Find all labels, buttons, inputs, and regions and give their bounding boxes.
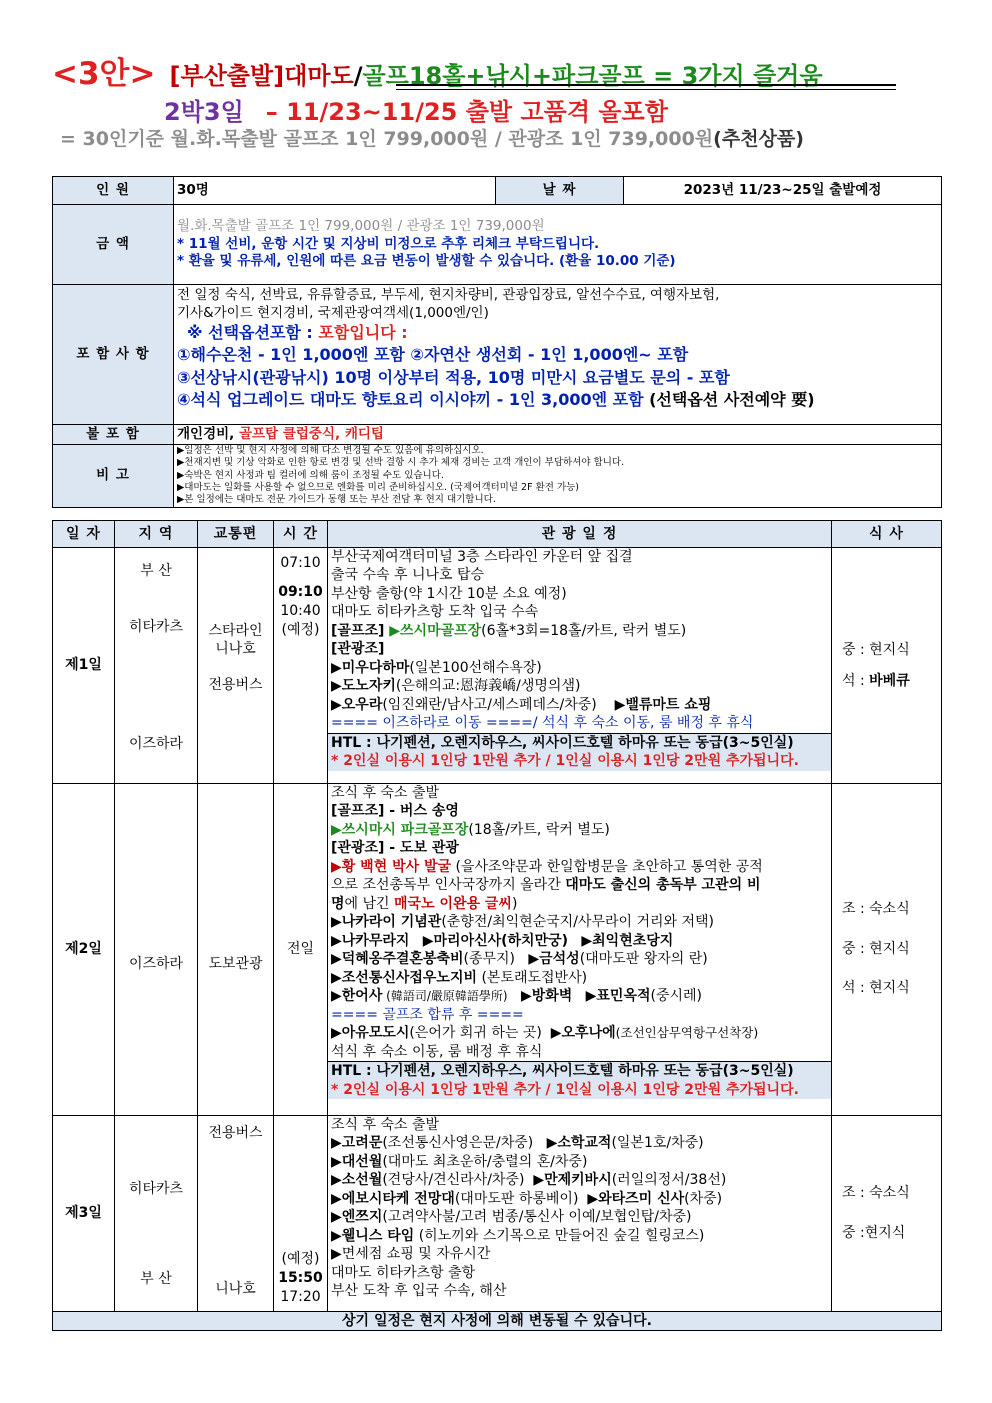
- day3-meals: [832, 1116, 942, 1312]
- day1-region-hitakatsu: 히타카츠: [128, 618, 184, 635]
- day3-spot-4b: ▶와타즈미 신사: [587, 1190, 685, 1207]
- price-summary: [60, 124, 804, 151]
- day2-hwang-desc-2a: 으로 조선총독부 인사국장까지 올라간: [331, 877, 566, 894]
- day3-spot-4: [331, 1190, 828, 1208]
- day2-hwang-desc-2b: 대마도 출신의 총독부 고관의 비: [565, 877, 761, 894]
- day2-time: 전일: [274, 784, 328, 1116]
- incl-line-2: 기사&가이드 현지경비, 국제관광여객세(1,000엔/인): [177, 304, 489, 321]
- day3-spot-5: [331, 1208, 828, 1226]
- day2-hwang-3: [331, 895, 828, 913]
- day3-meal-lunch: 중 :현지식: [842, 1224, 906, 1241]
- day2-hwang-desc-1: (을사조약문과 한일합병문을 초안하고 통역한 공적: [451, 858, 763, 875]
- opt-line-3-text: ④석식 업그레이드 대마도 향토요리 이시야끼 - 1인 3,000엔 포함: [177, 390, 650, 410]
- day1-line-4: 대마도 히타카츠항 도착 입국 수속: [331, 604, 539, 621]
- day2-spot-6b: ▶오후나에: [550, 1025, 616, 1042]
- day2-spot-5b: ▶방화벽: [520, 988, 573, 1005]
- date-label: 날 짜: [496, 177, 624, 205]
- day1-spot-3-desc: (임진왜란/남사고/세스페데스/차중): [382, 696, 597, 713]
- schedule-table: [52, 520, 942, 1331]
- day1-spot-3-name: ▶오우라: [331, 696, 383, 713]
- day2-hwang-desc-3c: 매국노 이완용 글씨: [394, 895, 512, 912]
- day3-spot-4b-desc: (차중): [684, 1190, 723, 1207]
- day2-spot-6-name: ▶아유모도시: [331, 1025, 410, 1042]
- day3-time-3: 17:20: [280, 1289, 321, 1306]
- day2-spot-2: [331, 932, 828, 950]
- day3-spot-1-name: ▶고려문: [331, 1135, 383, 1152]
- people-value: 30명: [174, 177, 496, 205]
- day2-meal-breakfast: 조 : 숙소식: [842, 900, 910, 917]
- info-table: [52, 176, 942, 508]
- day2-hotel: HTL : 나기펜션, 오렌지하우스, 씨사이드호텔 하마유 또는 동급(3~5인실): [328, 1061, 831, 1080]
- day2-spot-6: [331, 1024, 828, 1042]
- destination: 대마도: [284, 62, 354, 90]
- day2-golf-detail: (18홀/카트, 락커 별도): [468, 821, 610, 838]
- day1-time-2: 09:10: [278, 583, 323, 600]
- day3-spot-6-name: ▶웰니스 타임: [331, 1227, 415, 1244]
- opt-line-3: [177, 389, 938, 411]
- day1-meal-dinner: [842, 666, 938, 697]
- day2-spot-3b: ▶금석성: [528, 951, 580, 968]
- day2-line-end: 석식 후 숙소 이동, 룸 배정 후 휴식: [331, 1043, 543, 1060]
- note-cell: [174, 445, 942, 508]
- price-line-3: * 환율 및 유류세, 인원에 따른 요금 변동이 발생할 수 있습니다. (환율 10.00 기준): [177, 253, 676, 270]
- day2-spot-6b-desc: (조선인삼무역항구선착장): [615, 1025, 759, 1041]
- schedule-footer: 상기 일정은 현지 사정에 의해 변동될 수 있습니다.: [53, 1312, 942, 1331]
- col-region: 지 역: [115, 521, 198, 548]
- day2-label: 제2일: [53, 784, 115, 1116]
- price-line: = 30인기준 월.화.목출발 골프조 1인 799,000원 / 관광조 1인 739,000원: [60, 128, 714, 150]
- day3-spot-2-name: ▶대선월: [331, 1153, 383, 1170]
- opt-title-text: ※ 선택옵션포함 :: [187, 323, 319, 343]
- duration: 2박3일: [164, 98, 244, 126]
- day2-spot-3b-desc: (대마도판 왕자의 란): [579, 951, 708, 968]
- day2-spot-3-name: ▶덕혜옹주결혼봉축비: [331, 951, 464, 968]
- day3-region-hitakatsu: 히타카츠: [128, 1181, 184, 1197]
- day3-label: 제3일: [53, 1116, 115, 1312]
- day2-spot-2b: ▶마리아신사(하치만궁): [422, 932, 569, 949]
- day2-itinerary: [328, 784, 832, 1116]
- col-transport: 교통편: [198, 521, 274, 548]
- excl-cell: [174, 425, 942, 445]
- title-activities: 골프18홀+낚시+파크골프 = 3가지 즐거움: [362, 62, 823, 90]
- day1-spot-2-name: ▶도노자키: [331, 678, 396, 695]
- people-label: 인 원: [53, 177, 174, 205]
- day1-spot-2: [331, 677, 828, 695]
- incl-label: 포 함 사 항: [53, 285, 174, 425]
- day2-hwang-title: ▶황 백현 박사 발굴: [331, 858, 452, 875]
- day2-tour-tag: [관광조] - 도보 관광: [331, 840, 459, 857]
- day2-spot-3: [331, 950, 828, 968]
- day3-spot-3-desc: (견당사/견신라사/차중): [382, 1172, 525, 1189]
- day3-spot-5-desc: (고려약사불/고려 범종/통신사 이예/보협인탑/차중): [382, 1209, 692, 1226]
- day3-time-1: (예정): [281, 1251, 320, 1268]
- day3-spot-1: [331, 1134, 828, 1152]
- day2-merge: ==== 골프조 합류 후 ====: [331, 1006, 524, 1023]
- day1-transport-2: 니나호: [215, 641, 256, 658]
- day1-golf-tag: [골프조]: [331, 622, 390, 639]
- depart-city: [부산출발]: [169, 62, 285, 90]
- day3-spot-2-desc: (대마도 최초운하/충렬의 혼/차중): [382, 1153, 588, 1170]
- day1-transport-1: 스타라인: [208, 623, 263, 639]
- day2-spot-5: [331, 987, 828, 1005]
- day3-spot-4-desc: (대마도판 하롱베이): [454, 1190, 579, 1207]
- day2-golf-tag: [골프조] - 버스 송영: [331, 803, 459, 820]
- day3-line-arrive: 부산 도착 후 입국 수속, 해산: [331, 1283, 507, 1300]
- subtitle-line: [164, 92, 668, 127]
- day2-spot-4: [331, 969, 828, 987]
- day2-spot-2c: ▶최익현초당지: [581, 932, 674, 949]
- day1-regions: [115, 548, 198, 784]
- day2-meal-dinner: 석 : 현지식: [842, 980, 910, 997]
- day1-golf: [331, 622, 828, 640]
- title-slash: /: [353, 62, 363, 90]
- day1-region-izuhara: 이즈하라: [128, 736, 184, 753]
- day1-meals: [832, 548, 942, 784]
- day2-region: 이즈하라: [115, 784, 198, 1116]
- day1-hotel: HTL : 나기펜션, 오렌지하우스, 씨사이드호텔 하마유 또는 동급(3~5인실): [328, 733, 831, 752]
- price-label: 금 액: [53, 205, 174, 285]
- day1-golf-place: ▶쓰시마골프장: [389, 622, 482, 639]
- day2-spot-5-desc: (韓語司/嚴原韓語學所): [382, 989, 508, 1004]
- day3-transport-1: 전용버스: [208, 1125, 263, 1141]
- col-meal: 식 사: [832, 521, 942, 548]
- excl-b: 골프탑 클럽중식, 캐디팁: [239, 425, 384, 442]
- day1-transport-3: 전용버스: [208, 677, 263, 694]
- recommend-tag: (추천상품): [713, 128, 804, 150]
- day3-transport: [198, 1116, 274, 1312]
- excl-label: 불 포 함: [53, 425, 174, 445]
- day1-time-1: 07:10: [280, 555, 321, 571]
- day1-move: ==== 이즈하라로 이동 ====/ 석식 후 숙소 이동, 룸 배정 후 휴식: [331, 715, 754, 732]
- day3-regions: [115, 1116, 198, 1312]
- day3-spot-2: [331, 1153, 828, 1171]
- day1-spot-1-name: ▶미우다하마: [331, 659, 410, 676]
- day1-time-4: (예정): [281, 621, 320, 638]
- note-2: ▶천재지변 및 기상 악화로 인한 항로 변경 및 선박 결항 시 추가 체재 경비는 고객 개인이 부담하셔야 합니다.: [177, 457, 625, 469]
- date-value: 2023년 11/23~25일 출발예정: [624, 177, 942, 205]
- day3-spot-5-name: ▶엔쯔지: [331, 1209, 383, 1226]
- day2-golf: [331, 821, 828, 839]
- departure-dates: – 11/23~11/25 출발 고품격 올포함: [265, 98, 668, 126]
- day3-times: [274, 1116, 328, 1312]
- excl-a: 개인경비,: [177, 425, 239, 442]
- day1-spot-3: [331, 696, 828, 714]
- day1-line-2: 출국 수속 후 니나호 탑승: [331, 567, 485, 584]
- incl-cell: [174, 285, 942, 425]
- note-3: ▶숙박은 현지 사정과 팀 컬러에 의해 룸이 조정될 수도 있습니다.: [177, 469, 444, 481]
- day1-label: 제1일: [53, 548, 115, 784]
- day2-hwang-desc-3a: 명: [331, 895, 345, 912]
- day1-golf-detail: (6홀*3회=18홀/카트, 락커 별도): [481, 622, 687, 639]
- day3-spot-3b-desc: (러일의정서/38선): [611, 1172, 727, 1189]
- price-cell: [174, 205, 942, 285]
- opt-title-red: 포함입니다 :: [318, 323, 408, 343]
- note-label: 비 고: [53, 445, 174, 508]
- day3-spot-3b: ▶만제키바시: [533, 1172, 612, 1189]
- day1-times: [274, 548, 328, 784]
- col-time: 시 간: [274, 521, 328, 548]
- day3-transport-2: 니나호: [215, 1281, 256, 1298]
- day2-meal-lunch: 중 : 현지식: [842, 940, 910, 957]
- day1-meal-lunch: 중 : 현지식: [842, 641, 910, 658]
- col-itinerary: 관 광 일 정: [328, 521, 832, 548]
- day1-hotel-note: * 2인실 이용시 1인당 1만원 추가 / 1인실 이용시 1인당 2만원 추가됩니다.: [328, 752, 831, 770]
- note-4: ▶대마도는 일화를 사용할 수 없으므로 엔화를 미리 준비하십시오. (국제여객터미널 2F 환전 가능): [177, 482, 580, 494]
- opt-note: (선택옵션 사전예약 要): [649, 390, 815, 410]
- day3-spot-3: [331, 1171, 828, 1189]
- day2-spot-6-desc: (은어가 회귀 하는 곳): [409, 1025, 542, 1042]
- day2-transport: 도보관광: [198, 784, 274, 1116]
- day2-hwang-desc-3d: ): [511, 895, 518, 912]
- col-date: 일 자: [53, 521, 115, 548]
- day3-spot-6-desc: (히노끼와 스기목으로 만들어진 숲길 힐링코스): [414, 1227, 705, 1244]
- day1-tour-tag: [관광조]: [331, 641, 385, 658]
- day1-region-busan: 부 산: [140, 563, 172, 579]
- day3-itinerary: [328, 1116, 832, 1312]
- day2-spot-2-name: ▶나카무라지: [331, 932, 410, 949]
- incl-line-1: 전 일정 숙식, 선박료, 유류할증료, 부두세, 현지차량비, 관광입장료, 알선수수료, 여행자보험,: [177, 287, 720, 303]
- day2-spot-1: [331, 913, 828, 931]
- day1-line-3: 부산항 출항(약 1시간 10분 소요 예정): [331, 585, 567, 602]
- day1-spot-1-desc: (일본100선해수욕장): [409, 659, 542, 676]
- day2-spot-1-desc: (춘향전/최익현순국지/사무라이 거리와 저택): [441, 914, 715, 931]
- day3-spot-1-desc: (조선통신사영은문/차중): [382, 1135, 534, 1152]
- day2-golf-place: ▶쓰시마시 파크골프장: [331, 821, 469, 838]
- day2-hwang-desc-3b: 에 남긴: [344, 895, 395, 912]
- day1-spot-shopping: ▶밸류마트 쇼핑: [614, 696, 712, 713]
- day2-hotel-note: * 2인실 이용시 1인당 1만원 추가 / 1인실 이용시 1인당 2만원 추가됩니다.: [328, 1081, 831, 1099]
- day3-line-1: 조식 후 숙소 출발: [331, 1117, 440, 1133]
- day2-line-1: 조식 후 숙소 출발: [331, 785, 440, 801]
- day1-transport: [198, 548, 274, 784]
- day2-spot-4-desc: (본토래도접반사): [477, 969, 588, 986]
- day3-spot-6: [331, 1227, 828, 1245]
- day3-spot-1b-desc: (일본1호/차중): [611, 1135, 704, 1152]
- document-header: [0, 0, 992, 170]
- day1-meal-bbq: 바베큐: [869, 672, 910, 689]
- day3-spot-3-name: ▶소선월: [331, 1172, 383, 1189]
- day2-spot-4-name: ▶조선통신사접우노지비: [331, 969, 478, 986]
- plan-number: <3안>: [52, 56, 156, 92]
- opt-line-1: ①해수온천 - 1인 1,000엔 포함 ②자연산 생선회 - 1인 1,000엔~ 포함: [177, 345, 689, 365]
- day2-hwang-2: [331, 876, 828, 894]
- day3-line-depart: 대마도 히타카츠항 출항: [331, 1264, 476, 1281]
- day2-spot-1-name: ▶나카라이 기념관: [331, 914, 442, 931]
- day2-spot-5c-desc: (중시레): [650, 988, 703, 1005]
- note-1: ▶일정은 선박 및 현지 사정에 의해 다소 변경될 수도 있음에 유의하십시오.: [177, 445, 484, 456]
- day3-time-2: 15:50: [278, 1270, 323, 1287]
- day2-spot-3-desc: (종무지): [463, 951, 515, 968]
- day1-spot-1: [331, 659, 828, 677]
- day3-region-busan: 부 산: [140, 1271, 172, 1288]
- opt-line-2: ③선상낚시(관광낚시) 10명 이상부터 적용, 10명 미만시 요금별도 문의 - 포함: [177, 367, 730, 387]
- day3-meal-breakfast: 조 : 숙소식: [842, 1184, 910, 1201]
- opt-title: [177, 322, 938, 344]
- day1-spot-2-desc: (은해의교:恩海義嶠/생명의샘): [395, 678, 581, 695]
- day3-spot-7: ▶면세점 쇼핑 및 자유시간: [331, 1246, 491, 1263]
- title-underline: [396, 84, 896, 90]
- note-5: ▶본 일정에는 대마도 전문 가이드가 동행 또는 부산 전담 후 현지 대기합니다.: [177, 494, 496, 506]
- price-line-2: * 11월 선비, 운항 시간 및 지상비 미정으로 추후 리체크 부탁드립니다.: [177, 235, 600, 252]
- day2-hwang-1: [331, 858, 828, 876]
- day2-spot-5c: ▶표민옥적: [585, 988, 651, 1005]
- day3-spot-4-name: ▶에보시타케 전망대: [331, 1190, 455, 1207]
- day1-line-1: 부산국제여객터미널 3층 스타라인 카운터 앞 집결: [331, 549, 633, 565]
- day1-meal-dinner-label: 석 :: [842, 672, 870, 689]
- price-line-1: 월.화.목출발 골프조 1인 799,000원 / 관광조 1인 739,000원: [177, 218, 545, 235]
- day2-meals: [832, 784, 942, 1116]
- day2-spot-5-name: ▶한어사: [331, 988, 383, 1005]
- day1-itinerary: [328, 548, 832, 784]
- day3-spot-1b: ▶소학교적: [546, 1135, 612, 1152]
- day1-time-3: 10:40: [280, 602, 321, 619]
